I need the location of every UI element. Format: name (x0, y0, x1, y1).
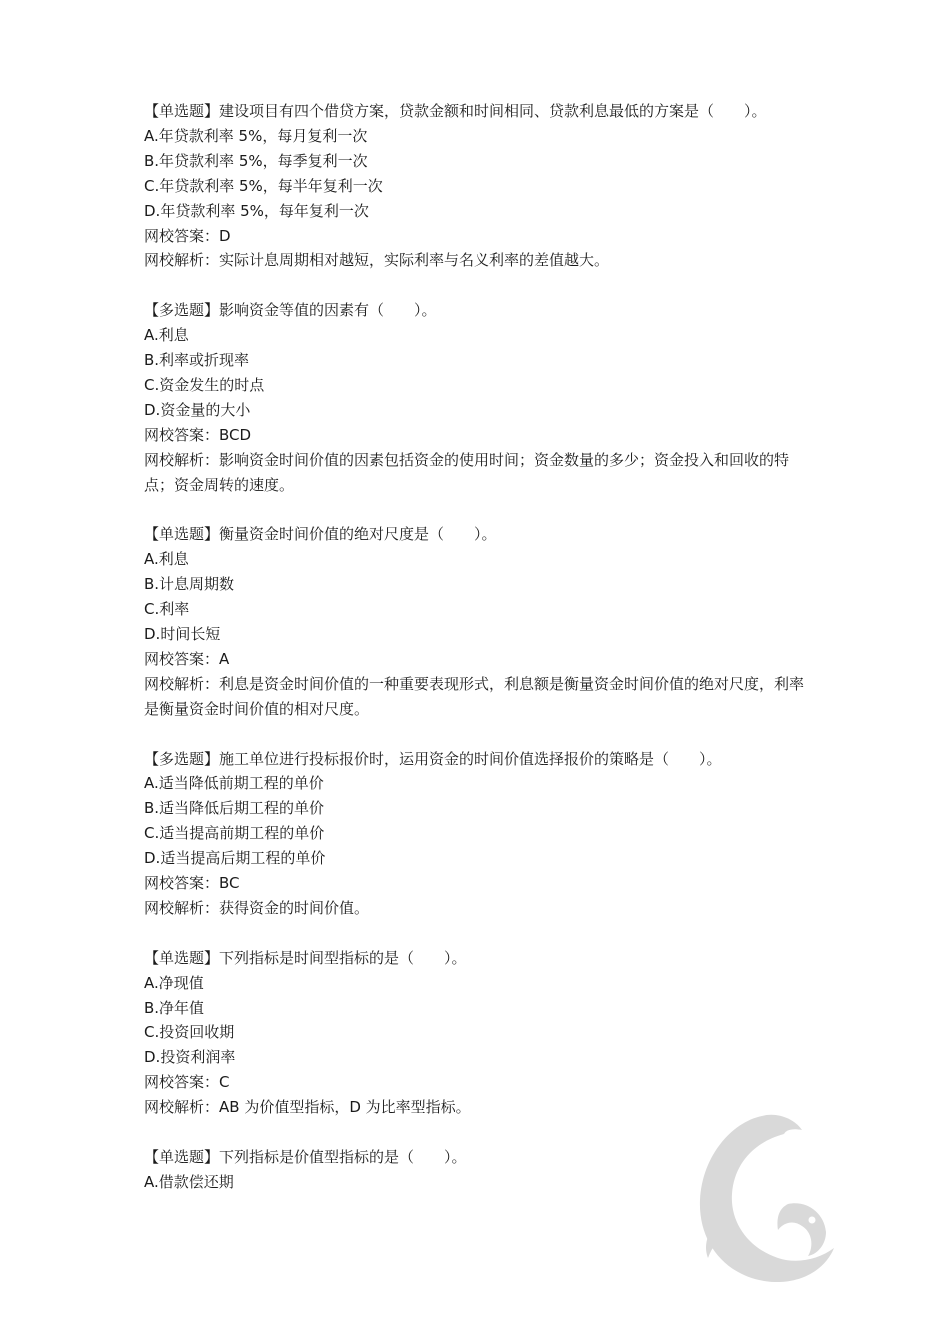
answer: 网校答案：C (144, 1073, 230, 1092)
question-4 (144, 747, 816, 921)
question-stem: 【多选题】影响资金等值的因素有（ ）。 (144, 301, 437, 320)
question-stem: 【单选题】衡量资金时间价值的绝对尺度是（ ）。 (144, 525, 497, 544)
option-c: C.利率 (144, 600, 190, 619)
question-2 (144, 298, 816, 497)
analysis: 网校解析：获得资金的时间价值。 (144, 898, 370, 917)
option-a: A.利息 (144, 550, 189, 569)
analysis: 网校解析：AB 为价值型指标，D 为比率型指标。 (144, 1098, 471, 1117)
option-a: A.借款偿还期 (144, 1172, 234, 1191)
option-d: D.时间长短 (144, 625, 221, 643)
question-stem: 【单选题】建设项目有四个借贷方案，贷款金额和时间相同、贷款利息最低的方案是（ ）。 (144, 102, 767, 120)
answer: 网校答案：BCD (144, 425, 252, 444)
question-5 (144, 946, 816, 1120)
option-b: B.计息周期数 (144, 575, 235, 594)
question-stem: 【单选题】下列指标是时间型指标的是（ ）。 (144, 948, 467, 967)
option-c: C.投资回收期 (144, 1023, 235, 1042)
option-a: A.适当降低前期工程的单价 (144, 774, 324, 793)
option-c: C.适当提高前期工程的单价 (144, 824, 325, 843)
answer: 网校答案：A (144, 649, 230, 668)
question-1 (144, 99, 816, 273)
option-c: C.资金发生的时点 (144, 375, 265, 394)
option-b: B.利率或折现率 (144, 351, 250, 370)
option-a: A.利息 (144, 326, 189, 345)
option-a: A.年贷款利率 5%，每月复利一次 (144, 126, 368, 145)
analysis: 网校解析：利息是资金时间价值的一种重要表现形式，利息额是衡量资金时间价值的绝对尺度，利率是衡量资金时间价值的相对尺度。 (144, 674, 805, 718)
option-d: D.适当提高后期工程的单价 (144, 849, 326, 868)
option-d: D.资金量的大小 (144, 400, 251, 419)
analysis: 网校解析：影响资金时间价值的因素包括资金的使用时间；资金数量的多少；资金投入和回收的特点；资金周转的速度。 (144, 450, 790, 494)
option-b: B.适当降低后期工程的单价 (144, 799, 325, 818)
analysis: 网校解析：实际计息周期相对越短，实际利率与名义利率的差值越大。 (144, 251, 610, 270)
option-d: D.投资利润率 (144, 1048, 236, 1067)
option-b: B.年贷款利率 5%，每季复利一次 (144, 151, 368, 170)
question-3 (144, 522, 816, 721)
option-d: D.年贷款利率 5%，每年复利一次 (144, 201, 369, 220)
option-c: C.年贷款利率 5%，每半年复利一次 (144, 176, 383, 195)
dolphin-logo-icon (692, 1108, 838, 1288)
answer: 网校答案：D (144, 226, 231, 245)
question-stem: 【单选题】下列指标是价值型指标的是（ ）。 (144, 1147, 467, 1166)
document-page (144, 99, 816, 1220)
question-stem: 【多选题】施工单位进行投标报价时，运用资金的时间价值选择报价的策略是（ ）。 (144, 749, 722, 768)
answer: 网校答案：BC (144, 874, 240, 893)
option-a: A.净现值 (144, 973, 204, 992)
option-b: B.净年值 (144, 998, 205, 1017)
